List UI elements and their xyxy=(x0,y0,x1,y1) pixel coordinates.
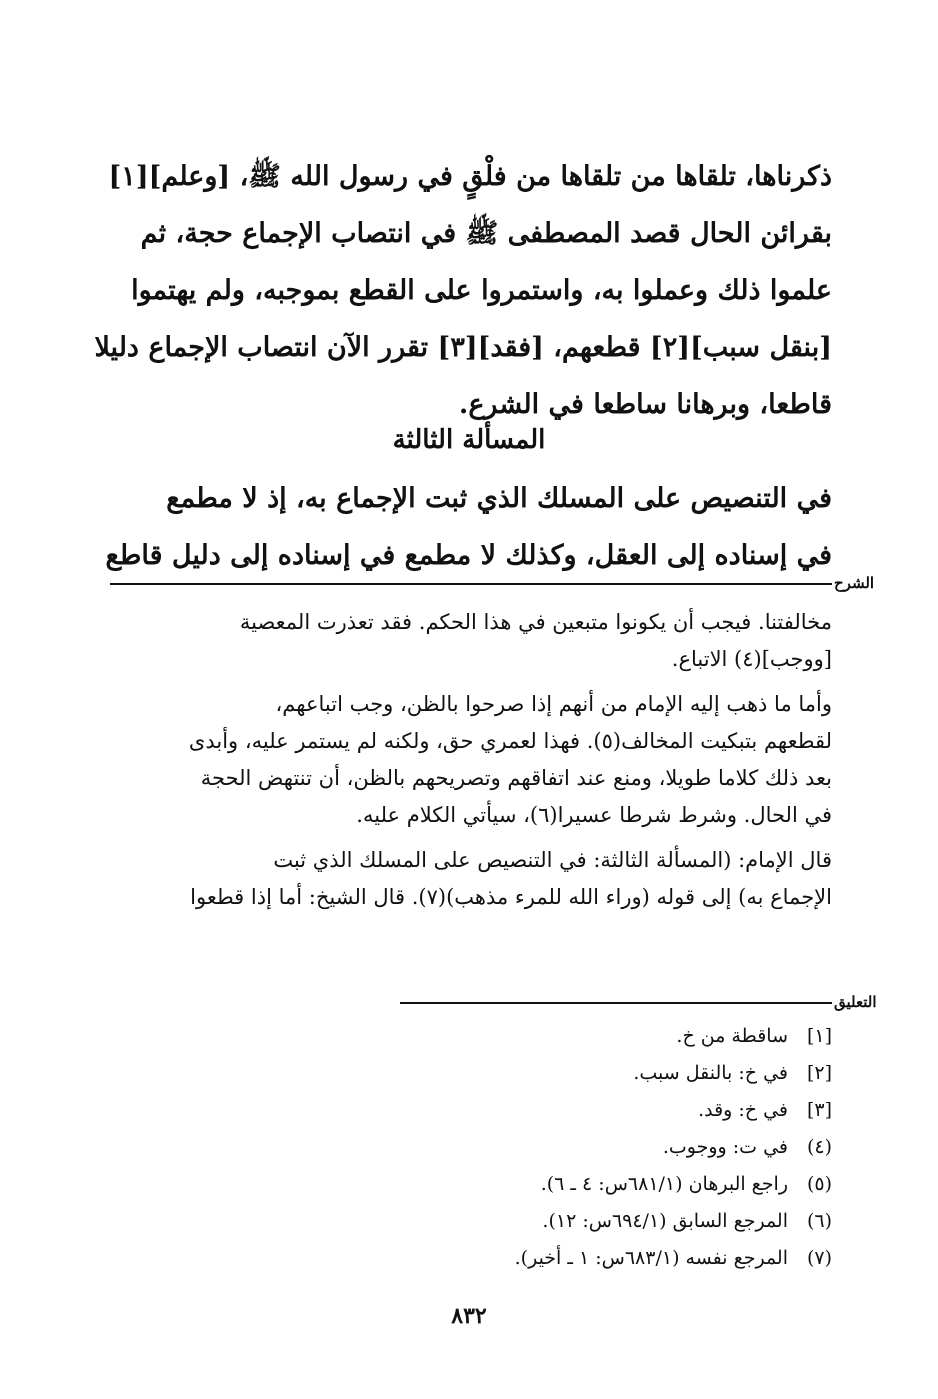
footnote-text: في ت: ووجوب. xyxy=(662,1136,788,1158)
notes-divider xyxy=(400,1002,832,1004)
footnote xyxy=(440,1129,832,1166)
commentary-paragraph xyxy=(110,842,832,916)
footnote-number: (٦) xyxy=(806,1210,832,1232)
commentary-line: قال الإمام: (المسألة الثالثة: في التنصيص على المسلك الذي ثبت xyxy=(273,848,832,872)
footnote-text: راجع البرهان (٦٨١/١س: ٤ ـ ٦). xyxy=(540,1173,788,1195)
main-text-line: في التنصيص على المسلك الذي ثبت الإجماع به، إذ لا مطمع xyxy=(166,483,832,514)
main-text-line: [بنقل سبب][٢] قطعهم، [فقد][٣] تقرر الآن انتصاب الإجماع دليلا xyxy=(94,332,832,363)
footnote-number: (٥) xyxy=(806,1173,832,1195)
commentary-line: الإجماع به) إلى قوله (وراء الله للمرء مذهب)(٧). قال الشيخ: أما إذا قطعوا xyxy=(190,885,832,909)
commentary-line: لقطعهم بتبكيت المخالف(٥). فهذا لعمري حق، ولكنه لم يستمر عليه، وأبدى xyxy=(188,729,832,753)
footnotes-list xyxy=(440,1018,832,1277)
main-text-block xyxy=(94,148,832,433)
footnote xyxy=(440,1055,832,1092)
main-text-line: بقرائن الحال قصد المصطفى ﷺ في انتصاب الإجماع حجة، ثم xyxy=(140,218,832,249)
footnote-text: في خ: وقد. xyxy=(698,1099,788,1121)
footnote-number: [٣] xyxy=(806,1099,832,1121)
main-text-line: ذكرناها، تلقاها من تلقاها من فلْقٍ في رسول الله ﷺ، [وعلم][١] xyxy=(108,161,832,192)
footnote-number: (٤) xyxy=(806,1136,832,1158)
main-text-block-2 xyxy=(105,470,832,584)
commentary-line: في الحال. وشرط شرطا عسيرا(٦)، سيأتي الكلام عليه. xyxy=(356,803,832,827)
main-text-line: قاطعا، وبرهانا ساطعا في الشرع. xyxy=(458,389,832,420)
commentary-line: وأما ما ذهب إليه الإمام من أنهم إذا صرحوا بالظن، وجب اتباعهم، xyxy=(275,692,832,716)
footnote xyxy=(440,1018,832,1055)
footnote xyxy=(440,1092,832,1129)
footnote-text: في خ: بالنقل سبب. xyxy=(633,1062,788,1084)
commentary-paragraph xyxy=(110,686,832,834)
commentary-label: الشرح xyxy=(834,574,875,592)
footnote-number: [٢] xyxy=(806,1062,832,1084)
page-number: ٨٣٢ xyxy=(451,1303,487,1329)
main-text-line: علموا ذلك وعملوا به، واستمروا على القطع بموجبه، ولم يهتموا xyxy=(131,275,832,306)
footnote xyxy=(440,1240,832,1277)
footnote-text: ساقطة من خ. xyxy=(676,1025,788,1047)
footnote-text: المرجع نفسه (٦٨٣/١س: ١ ـ أخير). xyxy=(514,1247,788,1269)
commentary-line: بعد ذلك كلاما طويلا، ومنع عند اتفاقهم وتصريحهم بالظن، أن تنتهض الحجة xyxy=(200,766,832,790)
footnote xyxy=(440,1203,832,1240)
commentary-paragraph xyxy=(110,604,832,678)
section-heading: المسألة الثالثة xyxy=(392,425,546,455)
notes-label: التعليق xyxy=(834,993,877,1011)
main-text-line: في إسناده إلى العقل، وكذلك لا مطمع في إسناده إلى دليل قاطع xyxy=(105,540,832,571)
commentary-line: [ووجب](٤) الاتباع. xyxy=(671,647,832,671)
commentary-block xyxy=(110,604,832,916)
commentary-divider xyxy=(110,583,832,585)
footnote-number: [١] xyxy=(806,1025,832,1047)
footnote-text: المرجع السابق (٦٩٤/١س: ١٢). xyxy=(542,1210,788,1232)
footnote xyxy=(440,1166,832,1203)
footnote-number: (٧) xyxy=(806,1247,832,1269)
commentary-line: مخالفتنا. فيجب أن يكونوا متبعين في هذا الحكم. فقد تعذرت المعصية xyxy=(239,610,832,634)
